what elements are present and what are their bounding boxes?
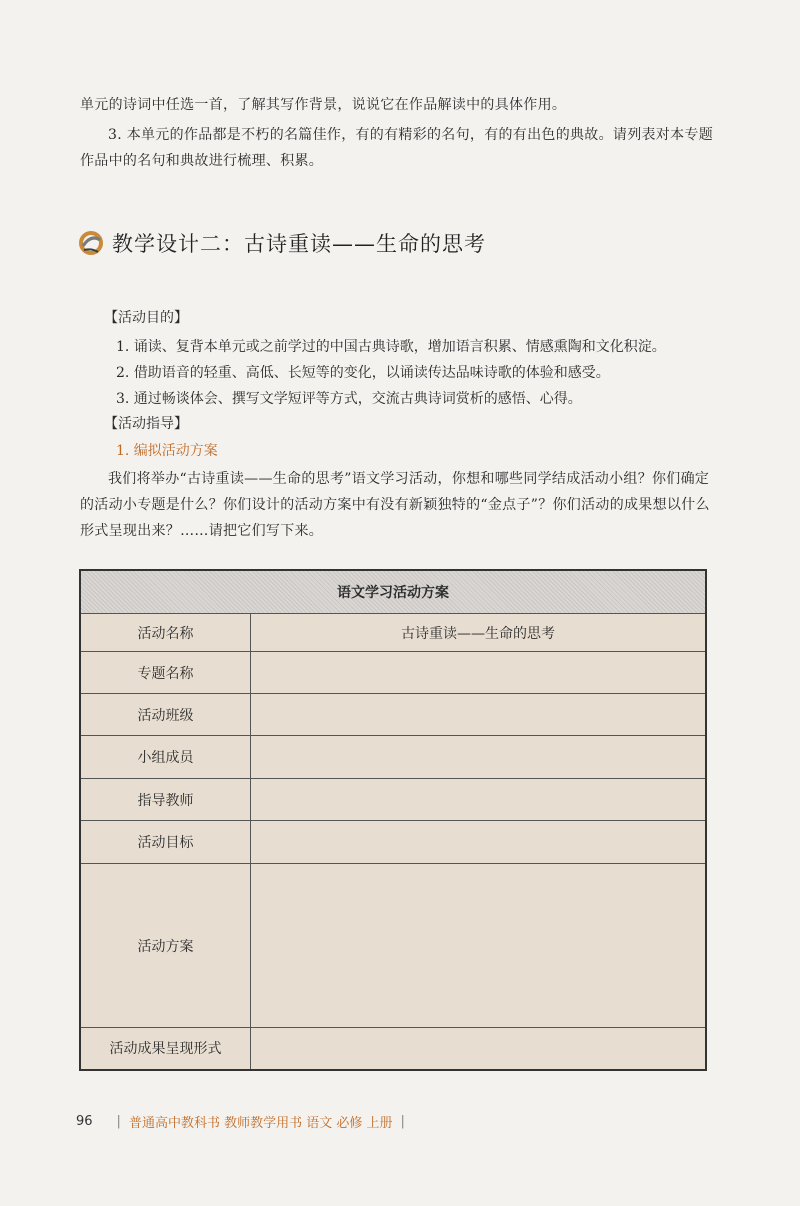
row-value: 古诗重读——生命的思考 — [251, 614, 707, 652]
row-value — [251, 694, 707, 736]
intro-line-1: 单元的诗词中任选一首，了解其写作背景，说说它在作品解读中的具体作用。 — [80, 97, 567, 113]
table-row — [80, 779, 706, 821]
table-row — [80, 821, 706, 864]
row-label: 指导教师 — [80, 779, 251, 821]
section-heading — [78, 228, 486, 258]
section-title: 教学设计二：古诗重读——生命的思考 — [112, 232, 486, 256]
row-value — [251, 864, 707, 1028]
page-number: 96 — [76, 1114, 93, 1129]
row-label: 活动成果呈现形式 — [80, 1028, 251, 1070]
purpose-item-3: 3. 通过畅谈体会、撰写文学短评等方式，交流古典诗词赏析的感悟、心得。 — [116, 391, 582, 407]
purpose-item-2: 2. 借助语音的轻重、高低、长短等的变化，以诵读传达品味诗歌的体验和感受。 — [116, 365, 610, 381]
table-row — [80, 1028, 706, 1070]
row-label: 活动班级 — [80, 694, 251, 736]
table-title: 语文学习活动方案 — [80, 570, 706, 614]
footer-divider: | — [400, 1114, 405, 1129]
page-footer — [76, 1112, 413, 1131]
footer-divider: | — [116, 1114, 121, 1129]
intro-item-3: 3. 本单元的作品都是不朽的名篇佳作，有的有精彩的名句，有的有出色的典故。请列表对本专题作品中的名句和典故进行梳理、积累。 — [80, 127, 714, 169]
table-row — [80, 736, 706, 779]
activity-plan-table — [79, 569, 707, 1071]
row-label: 活动目标 — [80, 821, 251, 864]
row-label: 小组成员 — [80, 736, 251, 779]
guide-subheading: 1. 编拟活动方案 — [116, 443, 218, 459]
table-row — [80, 694, 706, 736]
row-value — [251, 821, 707, 864]
row-value — [251, 1028, 707, 1070]
row-value — [251, 779, 707, 821]
table-row — [80, 864, 706, 1028]
table-header-row — [80, 570, 706, 614]
book-title: 普通高中教科书 教师教学用书 语文 必修 上册 — [128, 1116, 393, 1131]
table-row — [80, 652, 706, 694]
swirl-logo-icon — [78, 230, 104, 256]
row-label: 活动方案 — [80, 864, 251, 1028]
row-label: 专题名称 — [80, 652, 251, 694]
guide-heading: 【活动指导】 — [104, 416, 188, 432]
purpose-item-1: 1. 诵读、复背本单元或之前学过的中国古典诗歌，增加语言积累、情感熏陶和文化积淀。 — [116, 339, 666, 355]
row-value — [251, 736, 707, 779]
row-label: 活动名称 — [80, 614, 251, 652]
table-row — [80, 614, 706, 652]
purpose-heading: 【活动目的】 — [104, 310, 188, 326]
guide-paragraph: 我们将举办“古诗重读——生命的思考”语文学习活动，你想和哪些同学结成活动小组？你们确定的活动小专题是什么？你们设计的活动方案中有没有新颖独特的“金点子”？你们活动的成果想以什么形式呈现出来？……请把它们写下来。 — [80, 471, 710, 539]
row-value — [251, 652, 707, 694]
